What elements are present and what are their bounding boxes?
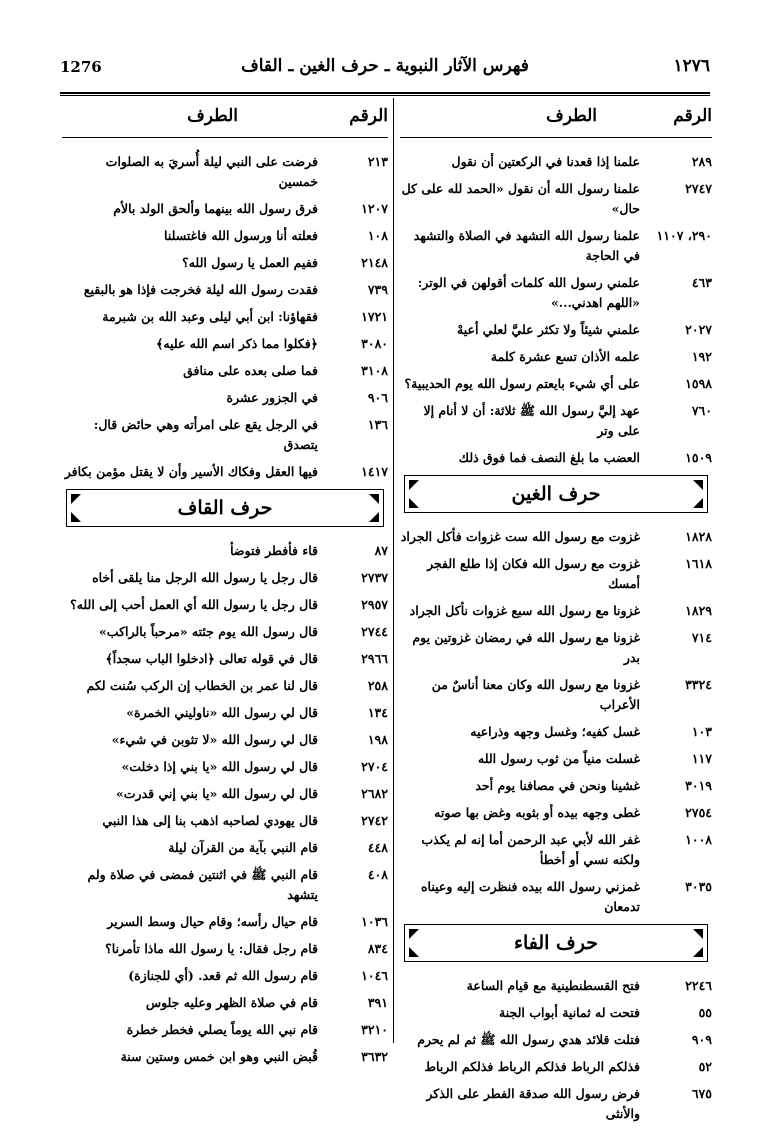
- entry-text: قام النبي ﷺ في اثنتين فمضى في صلاة ولم يتشهد: [87, 867, 318, 902]
- entry-number: ٤٦٣: [691, 275, 712, 290]
- entry-number: ١٠٣٦: [361, 914, 388, 929]
- corner-ornament: [409, 929, 419, 939]
- column-header: [62, 100, 388, 138]
- entry-number: ٣٠٣٥: [685, 879, 712, 894]
- entry-text: عهد إليَّ رسول الله ﷺ ثلاثة: أن لا أنام إلا على وتر: [423, 403, 640, 438]
- corner-ornament: [409, 480, 419, 490]
- entry-number: ١٩٢: [691, 349, 712, 364]
- entry-text: في الجزور عشرة: [226, 390, 318, 405]
- corner-ornament: [693, 498, 703, 508]
- section-title: حرف الفاء: [514, 932, 598, 954]
- entry-number: ٢٠٢٧: [685, 322, 712, 337]
- section-title: حرف الغين: [511, 483, 601, 505]
- index-entry: [400, 448, 712, 468]
- entry-text: قال رجل يا رسول الله الرجل منا يلقى أخاه: [92, 570, 318, 585]
- entry-number: ٣٦٣٢: [361, 1049, 388, 1064]
- entry-text: غزوت مع رسول الله ست غزوات فأكل الجراد: [400, 529, 640, 544]
- entry-text: غزوت مع رسول الله فكان إذا طلع الفجر أمسك: [427, 556, 640, 591]
- entry-text: علمني رسول الله كلمات أقولهن في الوتر: «اللهم اهدني...»: [417, 275, 640, 310]
- section-title: حرف القاف: [177, 497, 273, 519]
- entry-number: ٢١٤٨: [361, 255, 388, 270]
- index-entry: [400, 601, 712, 621]
- entry-number: ١٨٢٩: [685, 603, 712, 618]
- corner-ornament: [369, 494, 379, 504]
- entry-number: ١٦١٨: [685, 556, 712, 571]
- index-entry: [400, 722, 712, 742]
- entry-number: ١٠٨: [367, 228, 388, 243]
- entry-text: قال في قوله تعالى ﴿ادخلوا الباب سجداً﴾: [105, 651, 318, 666]
- entry-text: قُبض النبي وهو ابن خمس وستين سنة: [120, 1049, 318, 1064]
- entry-text: غفر الله لأبي عبد الرحمن أما إنه لم يكذب ولكنه نسي أو أخطأ: [421, 832, 640, 867]
- index-entry: [400, 749, 712, 769]
- section-heading-fa: [404, 924, 708, 962]
- index-entry: [62, 595, 388, 615]
- entry-number: ٢٩٠، ١١٠٧: [656, 228, 712, 243]
- entry-number: ١٨٢٨: [685, 529, 712, 544]
- index-entry: [400, 776, 712, 796]
- page-header: [60, 52, 710, 92]
- entry-text: فما صلى بعده على منافق: [183, 363, 318, 378]
- text-column-label: الطرف: [187, 106, 238, 126]
- index-entry: [62, 649, 388, 669]
- entry-text: قام رجل فقال: يا رسول الله ماذا تأمرنا؟: [105, 941, 318, 956]
- entry-text: في الرجل يقع على امرأته وهي حائض قال: يتصدق: [93, 417, 318, 452]
- index-entry: [62, 939, 388, 959]
- entry-number: ٧٦٠: [691, 403, 712, 418]
- column-header: [400, 100, 712, 138]
- entry-text: فذلكم الرباط فذلكم الرباط فذلكم الرباط: [424, 1059, 640, 1074]
- num-column-label: الرقم: [673, 106, 712, 126]
- page-title: فهرس الآثار النبوية ـ حرف الغين ـ القاف: [241, 56, 529, 76]
- ain-entry-list: [400, 152, 712, 468]
- index-entry: [400, 374, 712, 394]
- corner-ornament: [71, 512, 81, 522]
- entry-number: ٢٧٤٢: [361, 813, 388, 828]
- entry-number: ٢٧٣٧: [361, 570, 388, 585]
- entry-number: ٩٠٩: [691, 1032, 712, 1047]
- index-entry: [62, 730, 388, 750]
- index-entry: [62, 280, 388, 300]
- entry-text: فرض رسول الله صدقة الفطر على الذكر والأنثى: [426, 1086, 640, 1121]
- corner-ornament: [409, 498, 419, 508]
- entry-number: ٣٣٢٤: [685, 677, 712, 692]
- entry-text: علمنا رسول الله أن نقول «الحمد لله على كل حال»: [401, 181, 640, 216]
- entry-number: ٤٤٨: [367, 840, 388, 855]
- fa-entry-list: [400, 976, 712, 1124]
- index-entry: [62, 199, 388, 219]
- entry-text: علمنا إذا قعدنا في الركعتين أن نقول: [451, 154, 640, 169]
- entry-number: ٧١٤: [691, 630, 712, 645]
- index-entry: [62, 676, 388, 696]
- entry-text: قال رجل يا رسول الله أي العمل أحب إلى الله؟: [70, 597, 318, 612]
- entry-text: قام نبي الله يوماً يصلي فخطر خطرة: [126, 1022, 318, 1037]
- fa-entry-list: [62, 152, 388, 482]
- entry-number: ٢٦٨٢: [361, 786, 388, 801]
- entry-number: ١٠٣: [691, 724, 712, 739]
- index-entry: [62, 415, 388, 455]
- index-entry: [400, 1030, 712, 1050]
- index-entry: [400, 1003, 712, 1023]
- index-entry: [62, 966, 388, 986]
- entry-text: علمني شيئاً ولا تكثر عليَّ لعلي أعيهْ: [457, 322, 640, 337]
- left-column: [62, 100, 388, 1074]
- index-entry: [400, 830, 712, 870]
- index-entry: [62, 152, 388, 192]
- entry-number: ١٥٠٩: [685, 450, 712, 465]
- index-entry: [400, 1057, 712, 1077]
- column-divider: [393, 98, 394, 1043]
- entry-number: ٢٩٥٧: [361, 597, 388, 612]
- entry-text: فيها العقل وفكاك الأسير وأن لا يقتل مؤمن بكافر: [64, 464, 318, 479]
- index-entry: [400, 803, 712, 823]
- entry-text: غسلت منياً من ثوب رسول الله: [478, 751, 640, 766]
- section-heading-qaf: [66, 489, 384, 527]
- entry-number: ٢٧٥٤: [685, 805, 712, 820]
- entry-number: ٢٩٦٦: [361, 651, 388, 666]
- entry-number: ٤٠٨: [367, 867, 388, 882]
- entry-text: غشينا ونحن في مصافنا يوم أحد: [475, 778, 640, 793]
- index-entry: [62, 307, 388, 327]
- entry-number: ١٠٠٨: [685, 832, 712, 847]
- entry-number: ٣٩١: [367, 995, 388, 1010]
- entry-text: قال لي رسول الله «يا بني إني قدرت»: [115, 786, 318, 801]
- index-entry: [400, 179, 712, 219]
- corner-ornament: [369, 512, 379, 522]
- index-entry: [62, 388, 388, 408]
- entry-text: قال لي رسول الله «لا تثوبن في شيء»: [111, 732, 318, 747]
- entry-number: ٣١٠٨: [361, 363, 388, 378]
- num-column-label: الرقم: [349, 106, 388, 126]
- index-entry: [62, 1047, 388, 1067]
- index-entry: [62, 703, 388, 723]
- entry-text: قال يهودي لصاحبه اذهب بنا إلى هذا النبي: [102, 813, 318, 828]
- entry-number: ٣٠١٩: [685, 778, 712, 793]
- entry-text: غسل كفيه؛ وغسل وجهه وذراعيه: [470, 724, 640, 739]
- page-number: 1276: [60, 58, 102, 76]
- entry-text: غزونا مع رسول الله في رمضان غزوتين يوم بدر: [412, 630, 640, 665]
- index-entry: [400, 527, 712, 547]
- index-entry: [62, 811, 388, 831]
- entry-text: قام في صلاة الظهر وعليه جلوس: [145, 995, 318, 1010]
- entry-number: ٢٧٤٧: [685, 181, 712, 196]
- entry-text: قال لي رسول الله «ناوليني الخمرة»: [126, 705, 318, 720]
- index-entry: [62, 912, 388, 932]
- index-entry: [62, 462, 388, 482]
- entry-text: فرضت على النبي ليلة أُسريَ به الصلوات خمسين: [105, 154, 318, 189]
- corner-ornament: [71, 494, 81, 504]
- entry-number: ٣٢١٠: [361, 1022, 388, 1037]
- entry-number: ١٢٠٧: [361, 201, 388, 216]
- corner-ornament: [693, 929, 703, 939]
- entry-text: قال لي رسول الله «يا بني إذا دخلت»: [121, 759, 318, 774]
- index-entry: [400, 976, 712, 996]
- entry-text: غطى وجهه بيده أو بثوبه وغض بها صوته: [434, 805, 640, 820]
- entry-text: فقدت رسول الله ليلة فخرجت فإذا هو بالبقيع: [83, 282, 318, 297]
- entry-number: ٢٨٩: [691, 154, 712, 169]
- entry-number: ٦٧٥: [691, 1086, 712, 1101]
- entry-number: ٢٥٨: [367, 678, 388, 693]
- header-rule-thin: [60, 95, 710, 96]
- entry-text: علمنا رسول الله التشهد في الصلاة والتشهد في الحاجة: [413, 228, 640, 263]
- entry-number: ٢١٣: [367, 154, 388, 169]
- corner-ornament: [409, 947, 419, 957]
- entry-number: ٨٧: [374, 543, 388, 558]
- entry-text: فرق رسول الله بينهما وألحق الولد بالأم: [113, 201, 318, 216]
- column-header-rule: [400, 137, 712, 138]
- corner-ornament: [693, 480, 703, 490]
- index-entry: [400, 347, 712, 367]
- entry-number: ١٥٩٨: [685, 376, 712, 391]
- index-entry: [62, 784, 388, 804]
- entry-text: غزونا مع رسول الله سبع غزوات نأكل الجراد: [409, 603, 640, 618]
- qaf-entry-list: [62, 541, 388, 1067]
- entry-number: ٧٣٩: [367, 282, 388, 297]
- entry-number: ٨٣٤: [367, 941, 388, 956]
- index-entry: [62, 865, 388, 905]
- right-column: [400, 100, 712, 1131]
- entry-text: قام حيال رأسه؛ وقام حيال وسط السرير: [107, 914, 318, 929]
- entry-text: قال لنا عمر بن الخطاب إن الركب سُنت لكم: [86, 678, 318, 693]
- index-entry: [62, 568, 388, 588]
- index-entry: [62, 226, 388, 246]
- entry-text: قام النبي بآية من القرآن ليلة: [168, 840, 318, 855]
- entry-text: قاء فأفطر فتوضأ: [230, 543, 318, 558]
- entry-text: على أي شيء بايعتم رسول الله يوم الحديبية؟: [404, 376, 640, 391]
- entry-number: ٥٢: [698, 1059, 712, 1074]
- entry-number: ١٩٨: [367, 732, 388, 747]
- entry-number: ١٣٤: [367, 705, 388, 720]
- ghain-entry-list: [400, 527, 712, 917]
- index-entry: [62, 993, 388, 1013]
- entry-text: فتلت قلائد هدي رسول الله ﷺ ثم لم يحرم: [417, 1032, 640, 1047]
- entry-text: علمه الأذان تسع عشرة كلمة: [490, 349, 640, 364]
- index-entry: [62, 541, 388, 561]
- index-entry: [62, 838, 388, 858]
- entry-number: ١١٧: [691, 751, 712, 766]
- index-entry: [62, 334, 388, 354]
- index-entry: [400, 628, 712, 668]
- entry-number: ٥٥: [698, 1005, 712, 1020]
- section-heading-ghain: [404, 475, 708, 513]
- entry-number: ١٧٢١: [361, 309, 388, 324]
- entry-text: فتحت له ثمانية أبواب الجنة: [499, 1005, 640, 1020]
- entry-text: ﴿فكلوا مما ذكر اسم الله عليه﴾: [156, 336, 318, 351]
- index-entry: [62, 361, 388, 381]
- entry-text: فعلته أنا ورسول الله فاغتسلنا: [164, 228, 318, 243]
- index-entry: [400, 226, 712, 266]
- index-entry: [400, 675, 712, 715]
- entry-text: فقهاؤنا: ابن أبي ليلى وعبد الله بن شبرمة: [102, 309, 318, 324]
- index-entry: [400, 401, 712, 441]
- index-entry: [62, 622, 388, 642]
- index-entry: [400, 1084, 712, 1124]
- entry-text: ففيم العمل يا رسول الله؟: [182, 255, 318, 270]
- entry-number: ١٠٤٦: [361, 968, 388, 983]
- entry-text: قال رسول الله يوم جئته «مرحباً بالراكب»: [98, 624, 318, 639]
- header-rule: [60, 92, 710, 94]
- index-entry: [400, 877, 712, 917]
- index-entry: [62, 253, 388, 273]
- entry-number: ٣٠٨٠: [361, 336, 388, 351]
- column-header-rule: [62, 137, 388, 138]
- corner-ornament: [693, 947, 703, 957]
- index-entry: [400, 554, 712, 594]
- text-column-label: الطرف: [546, 106, 597, 126]
- entry-text: قام رسول الله ثم قعد. (أي للجنازة): [128, 968, 318, 983]
- entry-number: ٩٠٦: [367, 390, 388, 405]
- entry-number: ١٣٦: [367, 417, 388, 432]
- entry-number: ٢٧٠٤: [361, 759, 388, 774]
- index-entry: [62, 1020, 388, 1040]
- page-number-arabic: ١٢٧٦: [673, 56, 710, 76]
- index-entry: [400, 320, 712, 340]
- entry-number: ٢٧٤٤: [361, 624, 388, 639]
- entry-number: ١٤١٧: [361, 464, 388, 479]
- entry-text: فتح القسطنطينية مع قيام الساعة: [466, 978, 640, 993]
- entry-text: غزونا مع رسول الله وكان معنا أناسٌ من الأعراب: [431, 677, 640, 712]
- index-entry: [400, 273, 712, 313]
- entry-text: غمزني رسول الله بيده فنظرت إليه وعيناه تدمعان: [420, 879, 640, 914]
- entry-text: العضب ما بلغ النصف فما فوق ذلك: [458, 450, 640, 465]
- entry-number: ٢٢٤٦: [685, 978, 712, 993]
- index-entry: [400, 152, 712, 172]
- index-entry: [62, 757, 388, 777]
